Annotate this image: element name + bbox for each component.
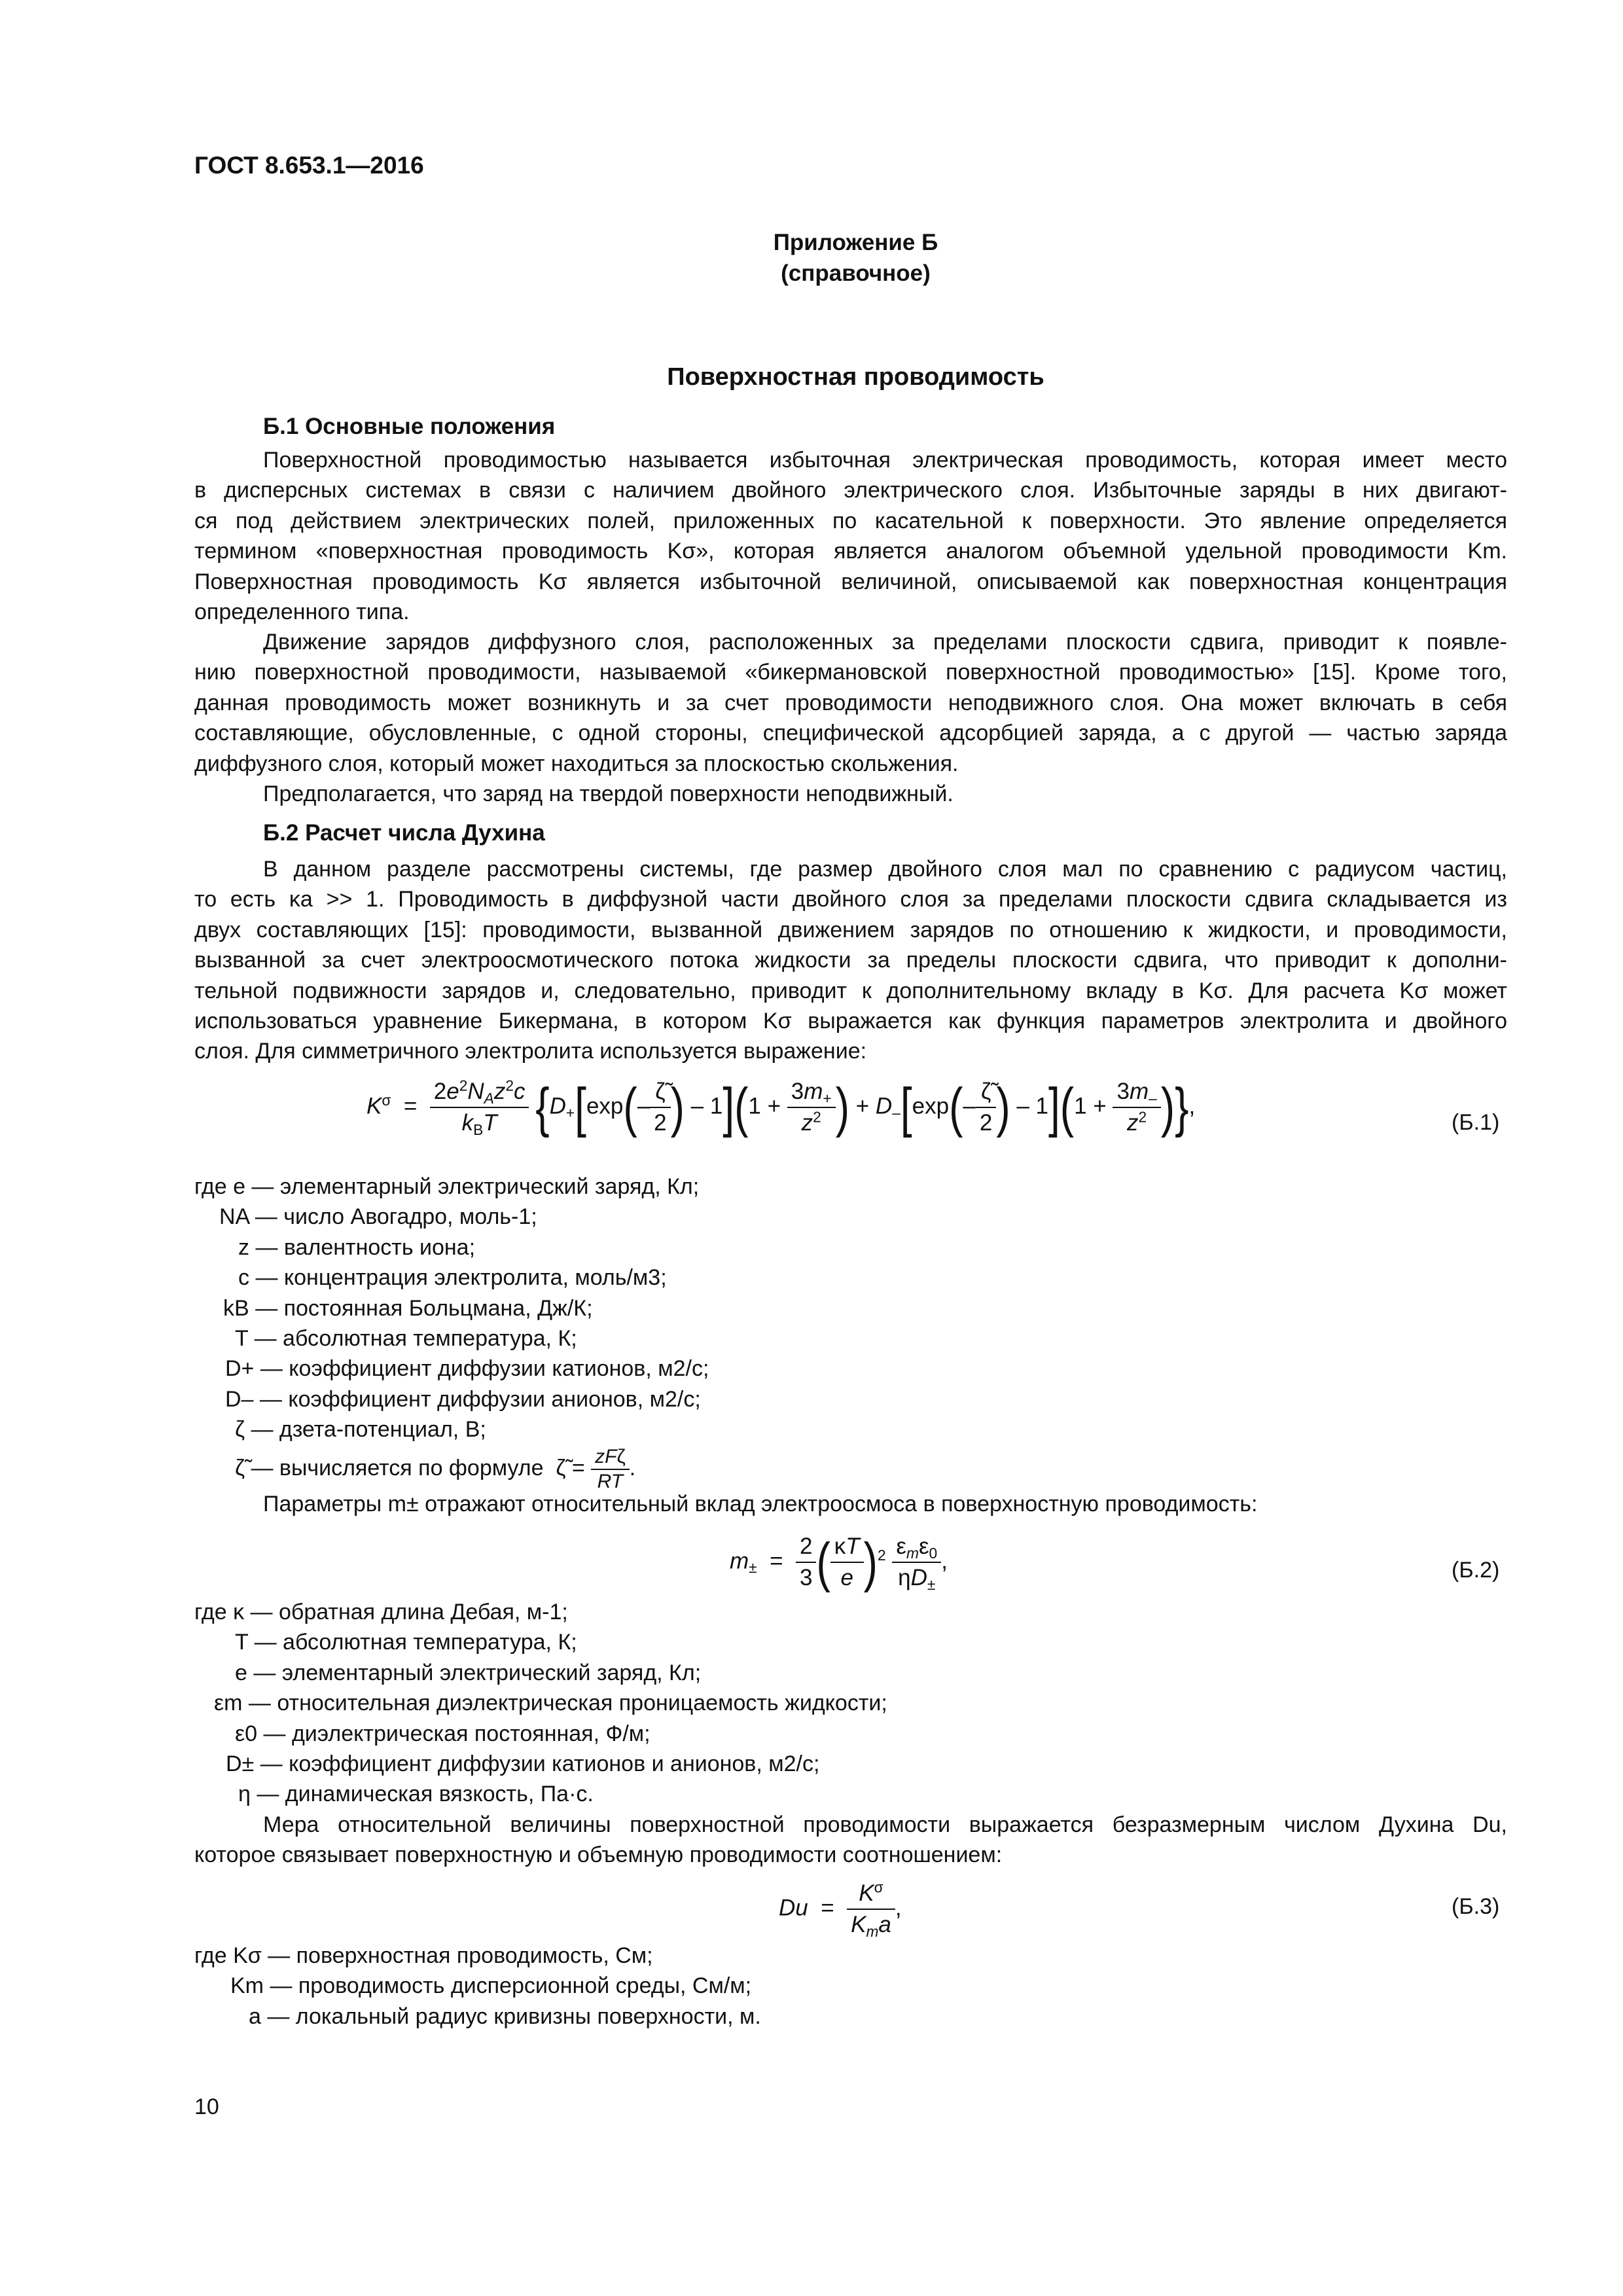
text-line: определенного типа. — [194, 600, 410, 625]
equation-b2: $m_\pm$ = $\frac{2}{3}$ ( $\frac{\kappa T}{e}$ )$^2$ $\frac{\varepsilon_m\varepsilon_0}{\eta D_\pm}$ , — [730, 1532, 948, 1593]
text-line: в дисперсных системах в связи с наличием двойного электрического слоя. Избыточные заряды в них двигают- — [194, 478, 1507, 503]
text-line: Мера относительной величины поверхностной проводимости выражается безразмерным числом Духина Du, — [263, 1812, 1507, 1837]
paragraph-1 — [194, 445, 1507, 627]
text-line: составляющие, обусловленные, с одной стороны, специфической адсорбцией заряда, а с другой — частью заряда — [194, 721, 1507, 746]
variable-list-3 — [194, 1941, 761, 2032]
list-item: где κ — обратная длина Дебая, м-1; — [194, 1600, 568, 1624]
list-item: Km — проводимость дисперсионной среды, См/м; — [230, 1973, 752, 1999]
text-line: Движение зарядов диффузного слоя, расположенных за пределами плоскости сдвига, приводит к появле- — [263, 630, 1507, 655]
list-item: ζ — дзета-потенциал, В; — [235, 1417, 486, 1443]
list-item: где e — элементарный электрический заряд, Кл; — [194, 1174, 700, 1199]
list-item: a — локальный радиус кривизны поверхности, м. — [249, 2003, 761, 2029]
list-item: D– — коэффициент диффузии анионов, м2/с; — [225, 1386, 701, 1412]
list-item: D+ — коэффициент диффузии катионов, м2/с; — [225, 1356, 709, 1382]
list-item: T — абсолютная температура, К; — [235, 1326, 577, 1352]
section-heading-b1: Б.1 Основные положения — [263, 414, 556, 439]
variable-list-1 — [194, 1172, 709, 1494]
text-line: которое связывает поверхностную и объемную проводимости соотношением: — [194, 1842, 1003, 1868]
list-item: εm — относительная диэлектрическая проницаемость жидкости; — [214, 1691, 887, 1716]
list-item: D± — коэффициент диффузии катионов и анионов, м2/с; — [226, 1751, 820, 1777]
text-line: нию поверхностной проводимости, называемой «бикермановской поверхностной проводимостью» [15]. Кроме того, — [194, 660, 1507, 685]
equation-b1: $K^\sigma$ = $\frac{2e^2N_Az^2c}{k_BT}$ {$D_+[\exp(-$ $\frac{\zetã}{2}$ ) – 1](1 + $\frac{3m_+}{z^2}$ ) + $D_-[\exp(-$ $\frac{\zetã}{2}$ ) – 1](1 + $\frac{3m_-}{z^2}$ )}, — [366, 1077, 1196, 1138]
text-line: Поверхностная проводимость Kσ является избыточной величиной, описываемой как поверхностная концентрация — [194, 569, 1507, 594]
list-item: где Kσ — поверхностная проводимость, См; — [194, 1943, 653, 1968]
list-item: ζ̃ — вычисляется по формуле ζ̃ = $\frac{\text{zFζ}}{RT}$ . — [235, 1445, 636, 1492]
equation-number-b3: (Б.3) — [1452, 1894, 1500, 1919]
text-line: тельной подвижности зарядов и, следовательно, приводит к дополнительному вкладу в Kσ. Для расчета Kσ может — [194, 978, 1507, 1003]
appendix-type: (справочное) — [781, 260, 931, 286]
paragraph-6 — [194, 1810, 1507, 1871]
list-item: kB — постоянная Больцмана, Дж/К; — [223, 1295, 593, 1321]
text-line: Поверхностной проводимостью называется избыточная электрическая проводимость, которая имеет место — [263, 448, 1507, 473]
text-line: использоваться уравнение Бикермана, в котором Kσ выражается как функция параметров электролита и двойного — [194, 1009, 1507, 1034]
appendix-label: Приложение Б — [773, 230, 938, 255]
page-title: Поверхностная проводимость — [667, 363, 1044, 391]
paragraph-3: Предполагается, что заряд на твердой поверхности неподвижный. — [263, 781, 954, 806]
equation-b3: Du = $\frac{K^\sigma}{K_ma}$ , — [779, 1878, 902, 1940]
list-item: NA — число Авогадро, моль-1; — [219, 1204, 537, 1230]
list-item: e — элементарный электрический заряд, Кл; — [235, 1660, 702, 1685]
list-item: ε0 — диэлектрическая постоянная, Ф/м; — [235, 1721, 651, 1746]
paragraph-5: Параметры m± отражают относительный вклад электроосмоса в поверхностную проводимость: — [263, 1492, 1258, 1516]
equation-number-b2: (Б.2) — [1452, 1558, 1500, 1583]
text-line: термином «поверхностная проводимость Kσ», которая является аналогом объемной удельной проводимости Km. — [194, 539, 1507, 564]
text-line: В данном разделе рассмотрены системы, где размер двойного слоя мал по сравнению с радиусом частиц, — [263, 857, 1507, 882]
document-header: ГОСТ 8.653.1—2016 — [194, 152, 424, 179]
list-item: T — абсолютная температура, К; — [235, 1630, 577, 1655]
paragraph-4 — [194, 854, 1507, 1067]
text-line: слоя. Для симметричного электролита используется выражение: — [194, 1039, 867, 1064]
text-line: двух составляющих [15]: проводимости, вызванной движением зарядов по отношению к жидкости, и проводимости, — [194, 917, 1507, 942]
page-number: 10 — [194, 2094, 219, 2119]
text-line: ся под действием электрических полей, приложенных по касательной к поверхности. Это явление определяется — [194, 508, 1507, 533]
list-item: c — концентрация электролита, моль/м3; — [238, 1265, 667, 1291]
text-line: диффузного слоя, который может находиться за плоскостью скольжения. — [194, 751, 959, 776]
text-line: то есть κa >> 1. Проводимость в диффузной части двойного слоя за пределами плоскости сдвига складывается из — [194, 887, 1507, 912]
equation-number-b1: (Б.1) — [1452, 1110, 1500, 1135]
list-item: η — динамическая вязкость, Па·с. — [238, 1782, 594, 1807]
text-line: вызванной за счет электроосмотического потока жидкости за пределы плоскости сдвига, что приводит к дополни- — [194, 948, 1507, 973]
paragraph-2 — [194, 627, 1507, 779]
variable-list-2 — [194, 1597, 887, 1810]
text-line: данная проводимость может возникнуть и за счет проводимости неподвижного слоя. Она может включать в себя — [194, 690, 1507, 715]
section-heading-b2: Б.2 Расчет числа Духина — [263, 820, 545, 846]
list-item: z — валентность иона; — [238, 1234, 476, 1260]
